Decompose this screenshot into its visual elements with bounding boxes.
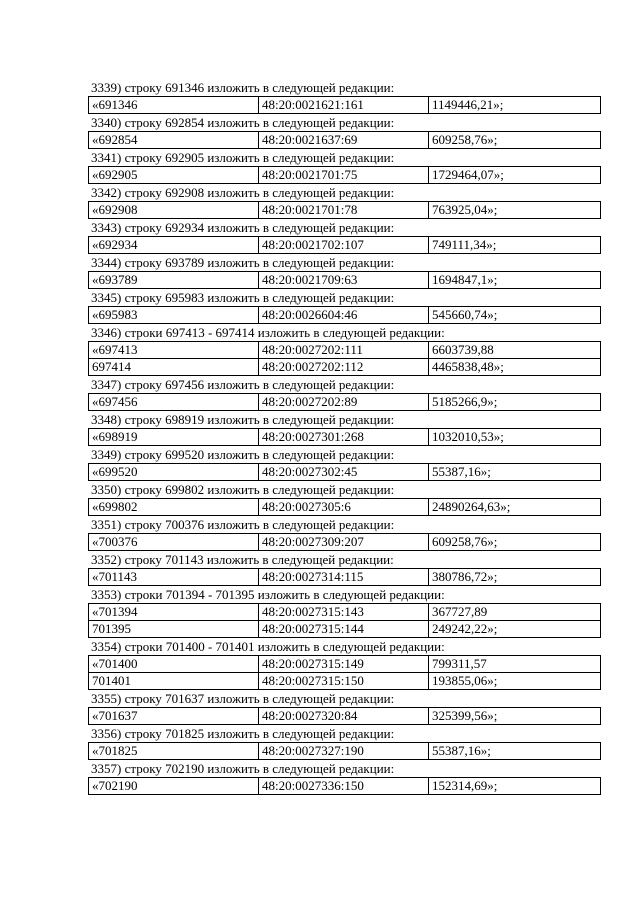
amendment-table [88, 603, 601, 638]
amendment-section [88, 184, 600, 219]
table-row [89, 464, 601, 481]
amendment-table [88, 655, 601, 690]
amendment-instruction: 3339) строку 691346 изложить в следующей редакции: [91, 80, 395, 95]
amendment-instruction: 3347) строку 697456 изложить в следующей редакции: [91, 377, 395, 392]
amendment-section [88, 690, 600, 725]
amendment-section [88, 289, 600, 324]
amendment-section [88, 254, 600, 289]
table-row [89, 97, 601, 114]
cadastral-number-cell: 48:20:0027309:207 [259, 534, 429, 551]
amendment-section [88, 516, 600, 551]
table-row [89, 394, 601, 411]
value-cell: 799311,57 [429, 656, 601, 673]
cadastral-number-cell: 48:20:0027320:84 [259, 708, 429, 725]
table-row [89, 569, 601, 586]
value-cell: 1032010,53»; [429, 429, 601, 446]
row-number-cell: «697456 [89, 394, 259, 411]
cadastral-number-cell: 48:20:0027315:144 [259, 621, 429, 638]
value-cell: 325399,56»; [429, 708, 601, 725]
cadastral-number-cell: 48:20:0021701:78 [259, 202, 429, 219]
amendment-instruction: 3344) строку 693789 изложить в следующей редакции: [91, 255, 395, 270]
amendment-section [88, 411, 600, 446]
table-row [89, 132, 601, 149]
table-row [89, 272, 601, 289]
amendment-table [88, 96, 601, 114]
amendment-section [88, 376, 600, 411]
amendment-table [88, 498, 601, 516]
table-row [89, 656, 601, 673]
amendment-section [88, 446, 600, 481]
amendment-instruction: 3356) строку 701825 изложить в следующей редакции: [91, 726, 395, 741]
amendment-table [88, 131, 601, 149]
amendment-table [88, 463, 601, 481]
value-cell: 545660,74»; [429, 307, 601, 324]
cadastral-number-cell: 48:20:0021621:161 [259, 97, 429, 114]
value-cell: 1694847,1»; [429, 272, 601, 289]
table-row [89, 342, 601, 359]
row-number-cell: «695983 [89, 307, 259, 324]
value-cell: 1729464,07»; [429, 167, 601, 184]
value-cell: 749111,34»; [429, 237, 601, 254]
row-number-cell: «692854 [89, 132, 259, 149]
row-number-cell: «699802 [89, 499, 259, 516]
row-number-cell: «701400 [89, 656, 259, 673]
row-number-cell: «701637 [89, 708, 259, 725]
amendment-instruction: 3350) строку 699802 изложить в следующей редакции: [91, 482, 395, 497]
value-cell: 1149446,21»; [429, 97, 601, 114]
amendment-table [88, 393, 601, 411]
value-cell: 380786,72»; [429, 569, 601, 586]
amendment-instruction: 3345) строку 695983 изложить в следующей редакции: [91, 290, 395, 305]
amendment-table [88, 306, 601, 324]
amendment-instruction: 3352) строку 701143 изложить в следующей редакции: [91, 552, 394, 567]
table-row [89, 673, 601, 690]
amendment-section [88, 149, 600, 184]
row-number-cell: «702190 [89, 778, 259, 795]
amendment-section [88, 760, 600, 795]
row-number-cell: «692934 [89, 237, 259, 254]
cadastral-number-cell: 48:20:0027315:149 [259, 656, 429, 673]
value-cell: 193855,06»; [429, 673, 601, 690]
row-number-cell: «699520 [89, 464, 259, 481]
cadastral-number-cell: 48:20:0026604:46 [259, 307, 429, 324]
cadastral-number-cell: 48:20:0021702:107 [259, 237, 429, 254]
amendment-section [88, 551, 600, 586]
amendment-table [88, 271, 601, 289]
cadastral-number-cell: 48:20:0027202:112 [259, 359, 429, 376]
amendment-section [88, 114, 600, 149]
cadastral-number-cell: 48:20:0027315:143 [259, 604, 429, 621]
amendment-table [88, 166, 601, 184]
amendment-instruction: 3354) строки 701400 - 701401 изложить в следующей редакции: [91, 639, 445, 654]
row-number-cell: «692905 [89, 167, 259, 184]
amendment-table [88, 236, 601, 254]
amendment-table [88, 568, 601, 586]
row-number-cell: 701395 [89, 621, 259, 638]
value-cell: 55387,16»; [429, 464, 601, 481]
value-cell: 55387,16»; [429, 743, 601, 760]
cadastral-number-cell: 48:20:0027301:268 [259, 429, 429, 446]
row-number-cell: 701401 [89, 673, 259, 690]
cadastral-number-cell: 48:20:0027336:150 [259, 778, 429, 795]
value-cell: 763925,04»; [429, 202, 601, 219]
value-cell: 24890264,63»; [429, 499, 601, 516]
value-cell: 249242,22»; [429, 621, 601, 638]
document-body [88, 79, 600, 795]
amendment-table [88, 742, 601, 760]
table-row [89, 359, 601, 376]
table-row [89, 778, 601, 795]
value-cell: 367727,89 [429, 604, 601, 621]
value-cell: 5185266,9»; [429, 394, 601, 411]
cadastral-number-cell: 48:20:0027305:6 [259, 499, 429, 516]
table-row [89, 429, 601, 446]
cadastral-number-cell: 48:20:0027314:115 [259, 569, 429, 586]
table-row [89, 621, 601, 638]
table-row [89, 604, 601, 621]
table-row [89, 202, 601, 219]
table-row [89, 534, 601, 551]
amendment-instruction: 3355) строку 701637 изложить в следующей редакции: [91, 691, 395, 706]
table-row [89, 307, 601, 324]
cadastral-number-cell: 48:20:0027327:190 [259, 743, 429, 760]
cadastral-number-cell: 48:20:0021637:69 [259, 132, 429, 149]
row-number-cell: «691346 [89, 97, 259, 114]
table-row [89, 743, 601, 760]
amendment-section [88, 324, 600, 376]
cadastral-number-cell: 48:20:0027315:150 [259, 673, 429, 690]
amendment-instruction: 3349) строку 699520 изложить в следующей редакции: [91, 447, 395, 462]
cadastral-number-cell: 48:20:0021701:75 [259, 167, 429, 184]
amendment-instruction: 3341) строку 692905 изложить в следующей редакции: [91, 150, 395, 165]
row-number-cell: 697414 [89, 359, 259, 376]
row-number-cell: «697413 [89, 342, 259, 359]
row-number-cell: «700376 [89, 534, 259, 551]
amendment-instruction: 3351) строку 700376 изложить в следующей редакции: [91, 517, 395, 532]
table-row [89, 237, 601, 254]
cadastral-number-cell: 48:20:0027302:45 [259, 464, 429, 481]
amendment-table [88, 707, 601, 725]
amendment-section [88, 481, 600, 516]
amendment-table [88, 341, 601, 376]
cadastral-number-cell: 48:20:0021709:63 [259, 272, 429, 289]
amendment-section [88, 79, 600, 114]
amendment-instruction: 3348) строку 698919 изложить в следующей редакции: [91, 412, 395, 427]
amendment-instruction: 3343) строку 692934 изложить в следующей редакции: [91, 220, 395, 235]
amendment-instruction: 3346) строки 697413 - 697414 изложить в следующей редакции: [91, 325, 445, 340]
row-number-cell: «701394 [89, 604, 259, 621]
amendment-instruction: 3357) строку 702190 изложить в следующей редакции: [91, 761, 395, 776]
amendment-instruction: 3340) строку 692854 изложить в следующей редакции: [91, 115, 395, 130]
cadastral-number-cell: 48:20:0027202:89 [259, 394, 429, 411]
amendment-table [88, 777, 601, 795]
value-cell: 6603739,88 [429, 342, 601, 359]
table-row [89, 167, 601, 184]
row-number-cell: «698919 [89, 429, 259, 446]
value-cell: 609258,76»; [429, 534, 601, 551]
cadastral-number-cell: 48:20:0027202:111 [259, 342, 429, 359]
row-number-cell: «692908 [89, 202, 259, 219]
amendment-table [88, 428, 601, 446]
table-row [89, 499, 601, 516]
amendment-table [88, 201, 601, 219]
row-number-cell: «701825 [89, 743, 259, 760]
value-cell: 609258,76»; [429, 132, 601, 149]
value-cell: 152314,69»; [429, 778, 601, 795]
amendment-section [88, 219, 600, 254]
row-number-cell: «701143 [89, 569, 259, 586]
amendment-section [88, 638, 600, 690]
table-row [89, 708, 601, 725]
value-cell: 4465838,48»; [429, 359, 601, 376]
amendment-table [88, 533, 601, 551]
row-number-cell: «693789 [89, 272, 259, 289]
amendment-instruction: 3353) строки 701394 - 701395 изложить в следующей редакции: [91, 587, 445, 602]
amendment-section [88, 725, 600, 760]
amendment-instruction: 3342) строку 692908 изложить в следующей редакции: [91, 185, 395, 200]
amendment-section [88, 586, 600, 638]
